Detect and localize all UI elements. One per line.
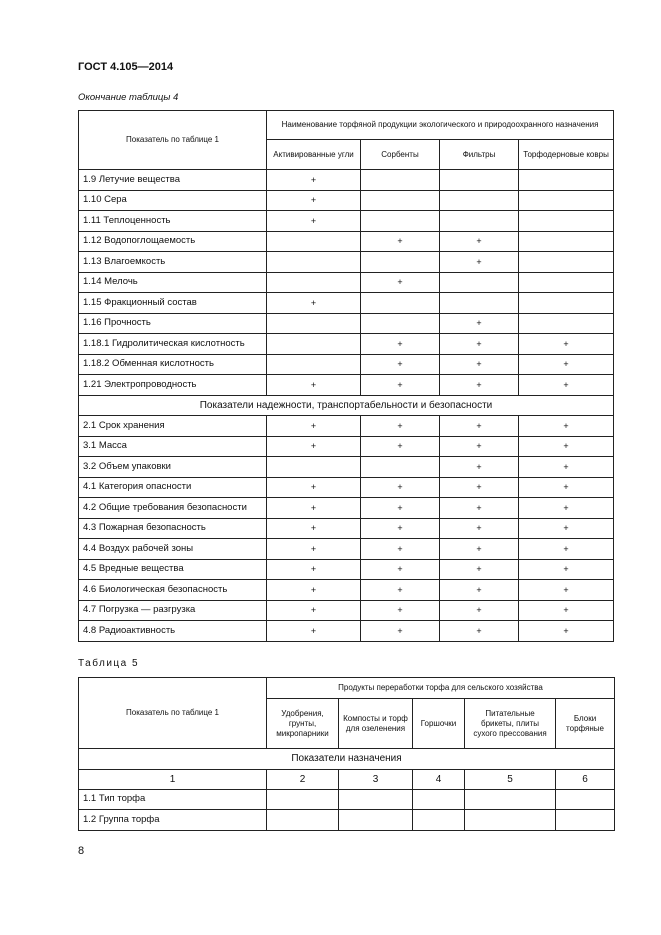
table4-col-header: Торфодерновые ковры bbox=[519, 140, 614, 170]
table5-column-number: 3 bbox=[339, 769, 413, 789]
applicability-mark bbox=[519, 231, 614, 252]
applicability-mark bbox=[339, 810, 413, 831]
table-row bbox=[79, 416, 614, 437]
applicability-mark bbox=[267, 810, 339, 831]
table5-column-number: 2 bbox=[267, 769, 339, 789]
applicability-mark: + bbox=[440, 621, 519, 642]
row-label: 1.21 Электропроводность bbox=[79, 375, 267, 396]
applicability-mark: + bbox=[267, 211, 361, 232]
applicability-mark: + bbox=[361, 600, 440, 621]
table-row bbox=[79, 293, 614, 314]
applicability-mark bbox=[267, 313, 361, 334]
table5-col-header: Питательные брикеты, плиты сухого прессования bbox=[465, 699, 556, 749]
applicability-mark bbox=[413, 810, 465, 831]
applicability-mark: + bbox=[519, 580, 614, 601]
row-label: 1.18.1 Гидролитическая кислотность bbox=[79, 334, 267, 355]
applicability-mark: + bbox=[440, 498, 519, 519]
table5-column-number: 5 bbox=[465, 769, 556, 789]
applicability-mark bbox=[440, 170, 519, 191]
applicability-mark bbox=[440, 293, 519, 314]
table5-col-header: Удобрения, грунты, микропарники bbox=[267, 699, 339, 749]
applicability-mark: + bbox=[361, 354, 440, 375]
table-row bbox=[79, 600, 614, 621]
applicability-mark bbox=[267, 789, 339, 810]
table5-section-title: Показатели назначения bbox=[79, 749, 615, 770]
applicability-mark: + bbox=[519, 354, 614, 375]
applicability-mark: + bbox=[440, 457, 519, 478]
table-row bbox=[79, 810, 615, 831]
applicability-mark: + bbox=[519, 539, 614, 560]
row-label: 1.14 Мелочь bbox=[79, 272, 267, 293]
row-label: 1.12 Водопоглощаемость bbox=[79, 231, 267, 252]
row-label: 4.5 Вредные вещества bbox=[79, 559, 267, 580]
applicability-mark bbox=[440, 190, 519, 211]
table-row bbox=[79, 190, 614, 211]
applicability-mark bbox=[440, 272, 519, 293]
applicability-mark: + bbox=[440, 375, 519, 396]
applicability-mark bbox=[519, 190, 614, 211]
applicability-mark: + bbox=[267, 416, 361, 437]
applicability-mark: + bbox=[267, 170, 361, 191]
table-row bbox=[79, 211, 614, 232]
table-row bbox=[79, 354, 614, 375]
page-number: 8 bbox=[78, 845, 85, 857]
row-label: 2.1 Срок хранения bbox=[79, 416, 267, 437]
applicability-mark: + bbox=[519, 621, 614, 642]
table4-col1-header: Показатель по таблице 1 bbox=[79, 111, 267, 170]
row-label: 4.1 Категория опасности bbox=[79, 477, 267, 498]
applicability-mark: + bbox=[361, 559, 440, 580]
table5-col-header: Компосты и торф для озеленения bbox=[339, 699, 413, 749]
applicability-mark: + bbox=[361, 518, 440, 539]
applicability-mark: + bbox=[440, 354, 519, 375]
row-label: 1.1 Тип торфа bbox=[79, 789, 267, 810]
table-row bbox=[79, 375, 614, 396]
applicability-mark bbox=[465, 789, 556, 810]
table-row bbox=[79, 334, 614, 355]
applicability-mark: + bbox=[519, 559, 614, 580]
table-row bbox=[79, 539, 614, 560]
applicability-mark: + bbox=[519, 518, 614, 539]
row-label: 4.8 Радиоактивность bbox=[79, 621, 267, 642]
applicability-mark bbox=[519, 313, 614, 334]
table5-group-header: Продукты переработки торфа для сельского хозяйства bbox=[267, 678, 615, 699]
applicability-mark bbox=[361, 457, 440, 478]
table5-col-header: Горшочки bbox=[413, 699, 465, 749]
table-row bbox=[79, 518, 614, 539]
row-label: 4.2 Общие требования безопасности bbox=[79, 498, 267, 519]
applicability-mark: + bbox=[440, 334, 519, 355]
table-row bbox=[79, 789, 615, 810]
applicability-mark: + bbox=[361, 539, 440, 560]
row-label: 4.4 Воздух рабочей зоны bbox=[79, 539, 267, 560]
applicability-mark bbox=[413, 789, 465, 810]
table5-col1-header: Показатель по таблице 1 bbox=[79, 678, 267, 749]
table-row bbox=[79, 231, 614, 252]
table-row bbox=[79, 559, 614, 580]
applicability-mark bbox=[339, 789, 413, 810]
row-label: 1.13 Влагоемкость bbox=[79, 252, 267, 273]
applicability-mark: + bbox=[440, 416, 519, 437]
applicability-mark bbox=[267, 252, 361, 273]
applicability-mark: + bbox=[267, 436, 361, 457]
row-label: 4.7 Погрузка — разгрузка bbox=[79, 600, 267, 621]
applicability-mark: + bbox=[267, 518, 361, 539]
applicability-mark bbox=[519, 272, 614, 293]
applicability-mark: + bbox=[361, 416, 440, 437]
table-row bbox=[79, 272, 614, 293]
applicability-mark bbox=[267, 457, 361, 478]
table5-col-header: Блоки торфяные bbox=[556, 699, 615, 749]
applicability-mark: + bbox=[440, 559, 519, 580]
applicability-mark bbox=[267, 354, 361, 375]
row-label: 1.10 Сера bbox=[79, 190, 267, 211]
applicability-mark bbox=[519, 252, 614, 273]
row-label: 3.2 Объем упаковки bbox=[79, 457, 267, 478]
table5-caption: Таблица 5 bbox=[78, 658, 140, 669]
table4-col-header: Сорбенты bbox=[361, 140, 440, 170]
applicability-mark bbox=[556, 810, 615, 831]
applicability-mark: + bbox=[519, 375, 614, 396]
table-row bbox=[79, 580, 614, 601]
table5-column-number: 4 bbox=[413, 769, 465, 789]
applicability-mark: + bbox=[267, 621, 361, 642]
applicability-mark bbox=[361, 293, 440, 314]
applicability-mark bbox=[519, 170, 614, 191]
applicability-mark: + bbox=[519, 416, 614, 437]
applicability-mark: + bbox=[267, 539, 361, 560]
applicability-mark: + bbox=[361, 498, 440, 519]
applicability-mark: + bbox=[440, 477, 519, 498]
table-row bbox=[79, 436, 614, 457]
applicability-mark: + bbox=[519, 498, 614, 519]
applicability-mark: + bbox=[361, 231, 440, 252]
applicability-mark: + bbox=[519, 457, 614, 478]
row-label: 1.2 Группа торфа bbox=[79, 810, 267, 831]
applicability-mark: + bbox=[267, 580, 361, 601]
applicability-mark: + bbox=[440, 580, 519, 601]
applicability-mark: + bbox=[267, 375, 361, 396]
applicability-mark: + bbox=[267, 559, 361, 580]
applicability-mark: + bbox=[361, 334, 440, 355]
table5 bbox=[78, 677, 615, 831]
table4-section-title: Показатели надежности, транспортабельности и безопасности bbox=[79, 395, 614, 416]
applicability-mark bbox=[519, 293, 614, 314]
applicability-mark bbox=[361, 252, 440, 273]
table-row bbox=[79, 252, 614, 273]
document-header: ГОСТ 4.105—2014 bbox=[78, 61, 174, 73]
applicability-mark bbox=[267, 231, 361, 252]
table5-column-number: 1 bbox=[79, 769, 267, 789]
row-label: 1.16 Прочность bbox=[79, 313, 267, 334]
applicability-mark bbox=[361, 170, 440, 191]
applicability-mark bbox=[361, 211, 440, 232]
table-row bbox=[79, 313, 614, 334]
table-row bbox=[79, 170, 614, 191]
applicability-mark: + bbox=[361, 580, 440, 601]
applicability-mark: + bbox=[361, 375, 440, 396]
applicability-mark: + bbox=[519, 436, 614, 457]
row-label: 1.11 Теплоценность bbox=[79, 211, 267, 232]
applicability-mark: + bbox=[440, 252, 519, 273]
applicability-mark: + bbox=[267, 190, 361, 211]
applicability-mark: + bbox=[440, 313, 519, 334]
applicability-mark bbox=[440, 211, 519, 232]
row-label: 4.6 Биологическая безопасность bbox=[79, 580, 267, 601]
table4 bbox=[78, 110, 614, 642]
applicability-mark: + bbox=[440, 231, 519, 252]
row-label: 1.15 Фракционный состав bbox=[79, 293, 267, 314]
applicability-mark: + bbox=[267, 600, 361, 621]
applicability-mark bbox=[267, 334, 361, 355]
applicability-mark: + bbox=[267, 498, 361, 519]
applicability-mark bbox=[361, 190, 440, 211]
applicability-mark: + bbox=[519, 334, 614, 355]
row-label: 3.1 Масса bbox=[79, 436, 267, 457]
table4-caption: Окончание таблицы 4 bbox=[78, 92, 179, 103]
table4-group-header: Наименование торфяной продукции экологического и природоохранного назначения bbox=[267, 111, 614, 140]
table-row bbox=[79, 621, 614, 642]
applicability-mark: + bbox=[440, 518, 519, 539]
applicability-mark: + bbox=[519, 600, 614, 621]
table5-column-number: 6 bbox=[556, 769, 615, 789]
applicability-mark: + bbox=[361, 272, 440, 293]
applicability-mark: + bbox=[267, 477, 361, 498]
applicability-mark: + bbox=[361, 436, 440, 457]
applicability-mark: + bbox=[361, 477, 440, 498]
applicability-mark bbox=[556, 789, 615, 810]
applicability-mark bbox=[519, 211, 614, 232]
table-row bbox=[79, 457, 614, 478]
row-label: 4.3 Пожарная безопасность bbox=[79, 518, 267, 539]
applicability-mark bbox=[465, 810, 556, 831]
applicability-mark bbox=[267, 272, 361, 293]
applicability-mark: + bbox=[440, 539, 519, 560]
table4-col-header: Активированные угли bbox=[267, 140, 361, 170]
table-row bbox=[79, 477, 614, 498]
applicability-mark: + bbox=[440, 436, 519, 457]
applicability-mark: + bbox=[267, 293, 361, 314]
applicability-mark: + bbox=[440, 600, 519, 621]
applicability-mark: + bbox=[519, 477, 614, 498]
table-row bbox=[79, 498, 614, 519]
row-label: 1.9 Летучие вещества bbox=[79, 170, 267, 191]
row-label: 1.18.2 Обменная кислотность bbox=[79, 354, 267, 375]
applicability-mark: + bbox=[361, 621, 440, 642]
applicability-mark bbox=[361, 313, 440, 334]
table4-col-header: Фильтры bbox=[440, 140, 519, 170]
